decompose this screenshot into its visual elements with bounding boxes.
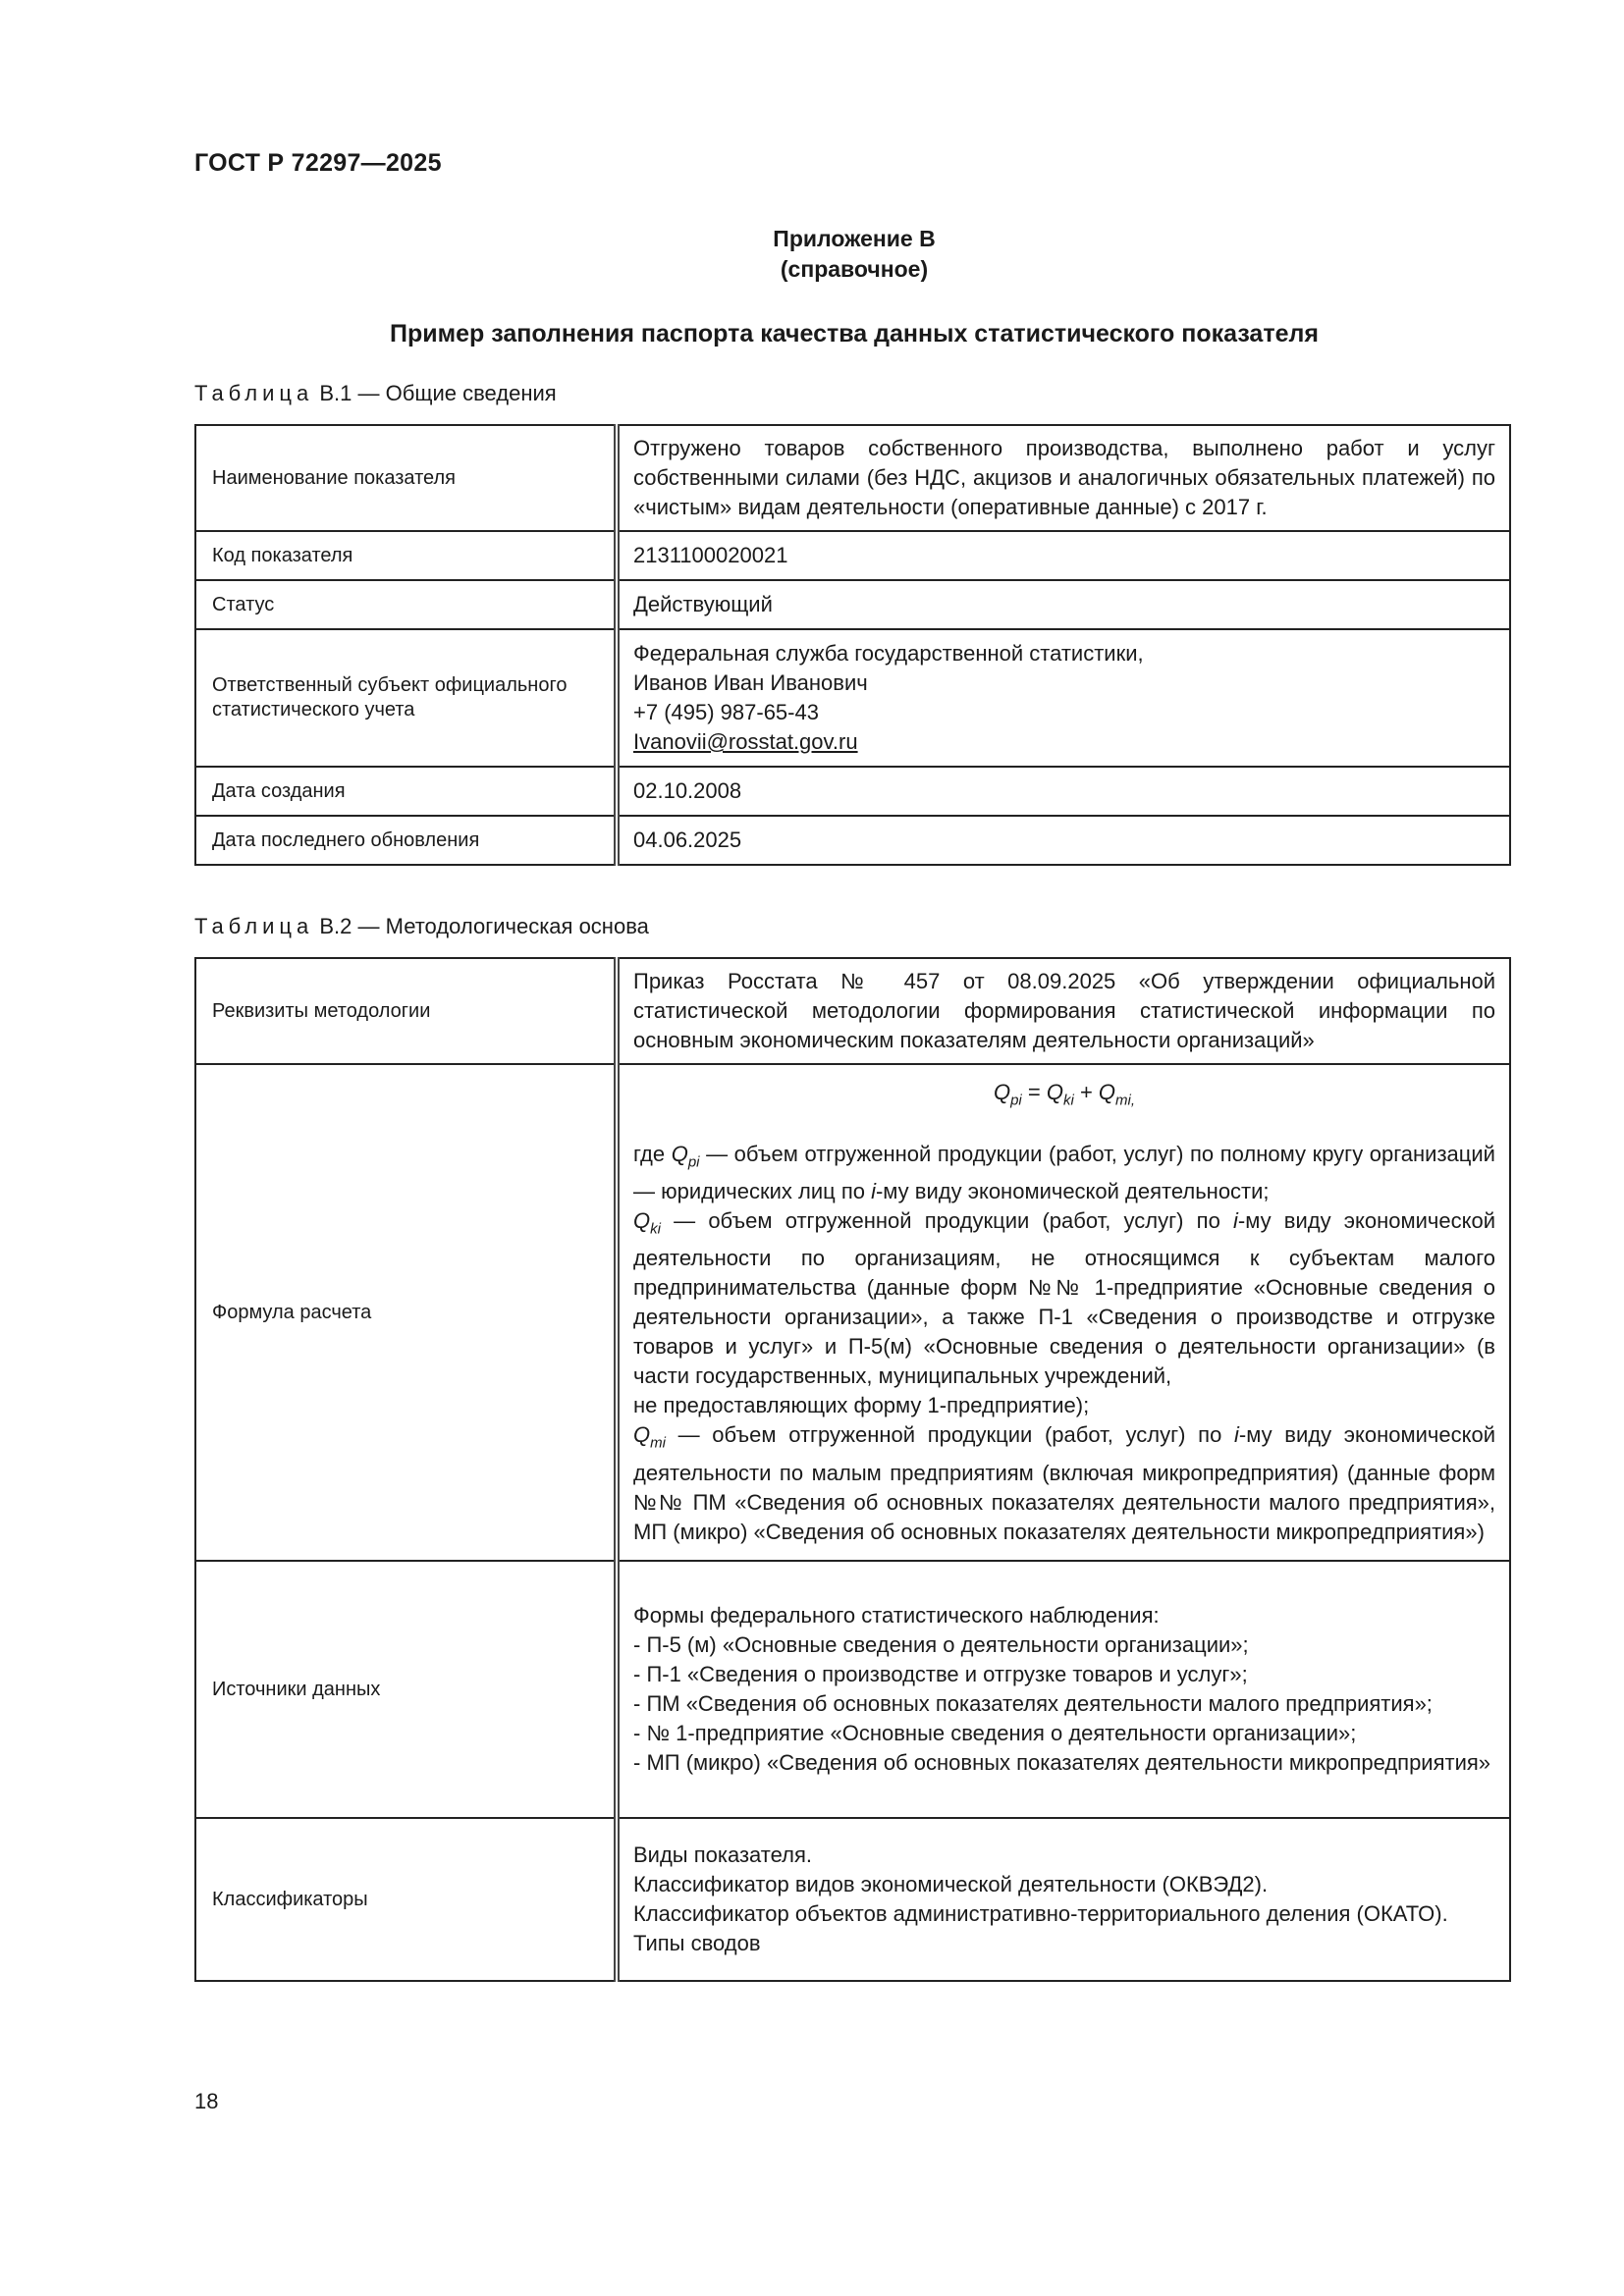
table1-caption-text: В.1 — Общие сведения xyxy=(313,381,557,405)
definition-text: -му виду экономической деятельности по малым предприятиям (включая микропредприятия) (данные форм №№ ПМ «Сведения об основных показателях деятельности малого предприятия», МП (микро) «Сведения об основных показателях деятельности микропредприятия») xyxy=(633,1422,1495,1544)
table2-caption-text: В.2 — Методологическая основа xyxy=(313,914,649,938)
formula-subscript: pi xyxy=(1010,1092,1022,1109)
table1-caption xyxy=(194,381,557,406)
row-value xyxy=(617,1818,1510,1981)
index-symbol: i xyxy=(871,1179,876,1203)
formula-subscript: ki xyxy=(1062,1092,1074,1109)
definition-text: — объем отгруженной продукции (работ, услуг) по полному кругу организаций — юридических лиц по xyxy=(633,1141,1495,1203)
formula-symbol: Q xyxy=(633,1422,651,1448)
formula-symbol: Q xyxy=(1098,1080,1116,1105)
formula-subscript: mi, xyxy=(1115,1092,1136,1109)
row-label: Код показателя xyxy=(195,531,617,580)
row-label: Источники данных xyxy=(195,1561,617,1818)
list-item: - МП (микро) «Сведения об основных показателях деятельности микропредприятия» xyxy=(633,1750,1491,1775)
index-symbol: i xyxy=(1233,1208,1238,1233)
formula-subscript: pi xyxy=(687,1153,700,1170)
table-row xyxy=(195,580,1510,629)
row-value xyxy=(617,1561,1510,1818)
row-label: Статус xyxy=(195,580,617,629)
row-value: 04.06.2025 xyxy=(617,816,1510,865)
formula-operator: + xyxy=(1073,1080,1099,1105)
list-item: - П-1 «Сведения о производстве и отгрузке товаров и услуг»; xyxy=(633,1662,1248,1686)
table-row xyxy=(195,425,1510,531)
row-label: Дата последнего обновления xyxy=(195,816,617,865)
index-symbol: i xyxy=(1234,1422,1239,1448)
list-item: - ПМ «Сведения об основных показателях деятельности малого предприятия»; xyxy=(633,1691,1433,1716)
list-item: Классификатор объектов административно-территориального деления (ОКАТО). xyxy=(633,1901,1448,1926)
sources-intro: Формы федерального статистического наблюдения: xyxy=(633,1603,1160,1628)
row-value: Отгружено товаров собственного производства, выполнено работ и услуг собственными силами (без НДС, акцизов и аналогичных обязательных платежей) по «чистым» видам деятельности (оперативные данные) с 2017 г. xyxy=(617,425,1510,531)
row-label: Наименование показателя xyxy=(195,425,617,531)
page-number: 18 xyxy=(194,2089,219,2113)
list-item: Классификатор видов экономической деятельности (ОКВЭД2). xyxy=(633,1872,1269,1896)
table-row xyxy=(195,1561,1510,1818)
definition-text: -му виду экономической деятельности; xyxy=(875,1179,1270,1203)
annex-heading xyxy=(0,224,1624,285)
formula-symbol: Q xyxy=(993,1080,1011,1105)
table2-caption-word: Таблица xyxy=(194,914,314,938)
formula-def-mi xyxy=(633,1420,1495,1546)
responsible-email-link[interactable]: Ivanovii@rosstat.gov.ru xyxy=(633,729,858,754)
row-label: Дата создания xyxy=(195,767,617,816)
table2-caption xyxy=(194,914,649,939)
formula-symbol: Q xyxy=(633,1208,651,1233)
table-row xyxy=(195,629,1510,767)
formula-subscript: ki xyxy=(650,1220,661,1238)
row-value: Приказ Росстата № 457 от 08.09.2025 «Об утверждении официальной статистической методологии формирования статистической информации по основным экономическим показателям деятельности организаций» xyxy=(617,958,1510,1064)
list-item: Виды показателя. xyxy=(633,1842,813,1867)
list-item: Типы сводов xyxy=(633,1931,761,1955)
definition-text: — объем отгруженной продукции (работ, услуг) по xyxy=(660,1208,1234,1233)
table-row xyxy=(195,1818,1510,1981)
row-value: 2131100020021 xyxy=(617,531,1510,580)
formula-symbol: Q xyxy=(1046,1080,1063,1105)
list-item: - П-5 (м) «Основные сведения о деятельности организации»; xyxy=(633,1632,1249,1657)
responsible-org: Федеральная служба государственной статистики, xyxy=(633,641,1144,666)
definition-text: -му виду экономической деятельности по организациям, не относящимся к субъектам малого предпринимательства (данные форм №№ 1-предприятие «Основные сведения о деятельности организации», а также П-1 «Сведения о производстве и отгрузке товаров и услуг» и П-5(м) «Основные сведения о деятельности организации» (в части государственных, муниципальных учреждений, xyxy=(633,1208,1495,1389)
row-label: Формула расчета xyxy=(195,1064,617,1561)
row-value: Действующий xyxy=(617,580,1510,629)
row-label: Реквизиты методологии xyxy=(195,958,617,1064)
row-value: 02.10.2008 xyxy=(617,767,1510,816)
table-row xyxy=(195,958,1510,1064)
table-row xyxy=(195,767,1510,816)
table-row xyxy=(195,531,1510,580)
definition-text: не предоставляющих форму 1-предприятие); xyxy=(633,1393,1090,1418)
where-word: где xyxy=(633,1141,672,1166)
annex-label: Приложение В xyxy=(773,226,936,251)
list-item: - № 1-предприятие «Основные сведения о деятельности организации»; xyxy=(633,1721,1357,1745)
formula-expression xyxy=(633,1078,1495,1115)
formula-def-pi xyxy=(633,1140,1495,1206)
responsible-person: Иванов Иван Иванович xyxy=(633,670,868,695)
formula-cell xyxy=(617,1064,1510,1561)
row-value xyxy=(617,629,1510,767)
general-info-table xyxy=(194,424,1511,866)
row-label: Ответственный субъект официального статистического учета xyxy=(195,629,617,767)
annex-title: Пример заполнения паспорта качества данных статистического показателя xyxy=(390,320,1319,347)
table-row xyxy=(195,1064,1510,1561)
responsible-phone: +7 (495) 987-65-43 xyxy=(633,700,819,724)
formula-symbol: Q xyxy=(671,1141,688,1166)
formula-operator: = xyxy=(1021,1080,1047,1105)
table1-caption-word: Таблица xyxy=(194,381,314,405)
annex-type: (справочное) xyxy=(780,256,929,282)
table-row xyxy=(195,816,1510,865)
row-label: Классификаторы xyxy=(195,1818,617,1981)
formula-subscript: mi xyxy=(650,1434,666,1452)
formula-def-ki xyxy=(633,1206,1495,1420)
document-header: ГОСТ Р 72297—2025 xyxy=(194,149,442,177)
methodology-table xyxy=(194,957,1511,1982)
definition-text: — объем отгруженной продукции (работ, услуг) по xyxy=(665,1422,1234,1448)
